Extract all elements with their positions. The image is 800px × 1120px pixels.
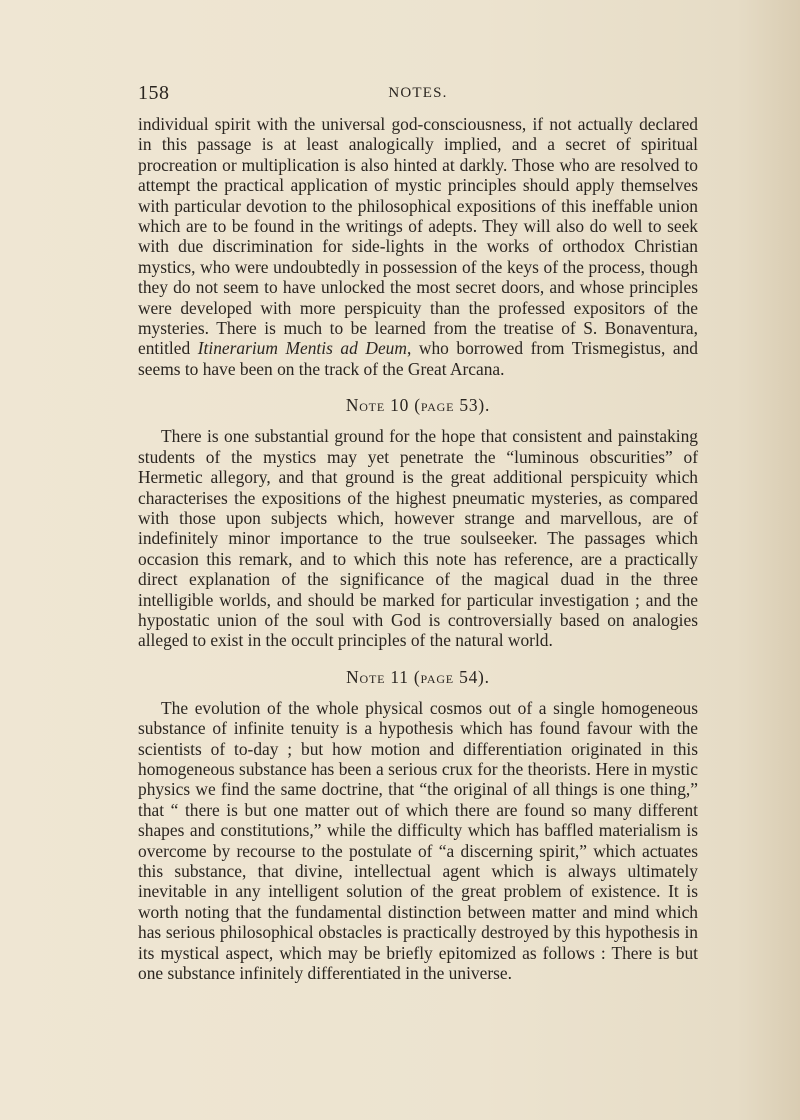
- running-title: NOTES.: [388, 85, 448, 101]
- note-10-heading: Note 10 (page 53).: [345, 395, 491, 416]
- paragraph-text: , who borrowed from Trismegistus, and seems to have been on the track of the Great Arcana.: [138, 338, 698, 379]
- running-head: [138, 82, 698, 106]
- italic-book-title: Itinerarium Mentis ad Deum: [197, 338, 407, 359]
- body-text: [138, 114, 698, 983]
- page-number: 158: [138, 82, 170, 104]
- paragraph-text: individual spirit with the universal god-consciousness, if not actually declared in this passage is at least analogically implied, and a secret of spiritual procreation or multiplication is also hinted at darkly. Those who are resolved to attempt the practical application of mystic principles should apply themselves with particular devotion to the philosophical expositions of this ineffable union which are to be found in the writings of adepts. They will also do well to seek with due discrimination for side-lights in the works of orthodox Christian mystics, who were undoubtedly in possession of the keys of the process, though they do not seem to have unlocked the most secret doors, and whose principles were developed with more perspicuity than the professed expositors of the mysteries. There is much to be learned from the treatise of S. Bonaventura, entitled: [138, 114, 698, 359]
- note-11-heading: Note 11 (page 54).: [346, 666, 490, 687]
- note-11-paragraph: The evolution of the whole physical cosmos out of a single homogeneous substance of infinite tenuity is a hypothesis which has found favour with the scientists of to-day ; but how motion and differentiation originated in this homogeneous substance has been a serious crux for the theorists. Here in mystic physics we find the same doctrine, that “the original of all things is one thing,” that “ there is but one matter out of which there are found so many different shapes and constitutions,” while the difficulty which has baffled materialism is overcome by recourse to the postulate of “a discerning spirit,” which actuates this substance, that divine, intellectual agent which is always ultimately inevitable in any intelligent solution of the great problem of existence. It is worth noting that the fundamental distinction between matter and mind which has serious philosophical obstacles is practically destroyed by this hypothesis in its mystical aspect, which may be briefly epitomized as follows : There is but one substance infinitely differentiated in the universe.: [138, 697, 698, 984]
- continuation-paragraph: [138, 114, 698, 379]
- note-10-paragraph: There is one substantial ground for the hope that consistent and painstaking students of the mystics may yet penetrate the “luminous obscurities” of Hermetic allegory, and that ground is the great additional perspicuity which characterises the expositions of the highest pneumatic mysteries, as compared with those upon subjects which, however strange and marvellous, are of indefinitely minor importance to the true soulseeker. The passages which occasion this remark, and to which this note has reference, are a practically direct explanation of the significance of the magical duad in the three intelligible worlds, and should be marked for particular investigation ; and the hypostatic union of the soul with God is controversially based on analogies alleged to exist in the occult principles of the natural world.: [138, 426, 698, 651]
